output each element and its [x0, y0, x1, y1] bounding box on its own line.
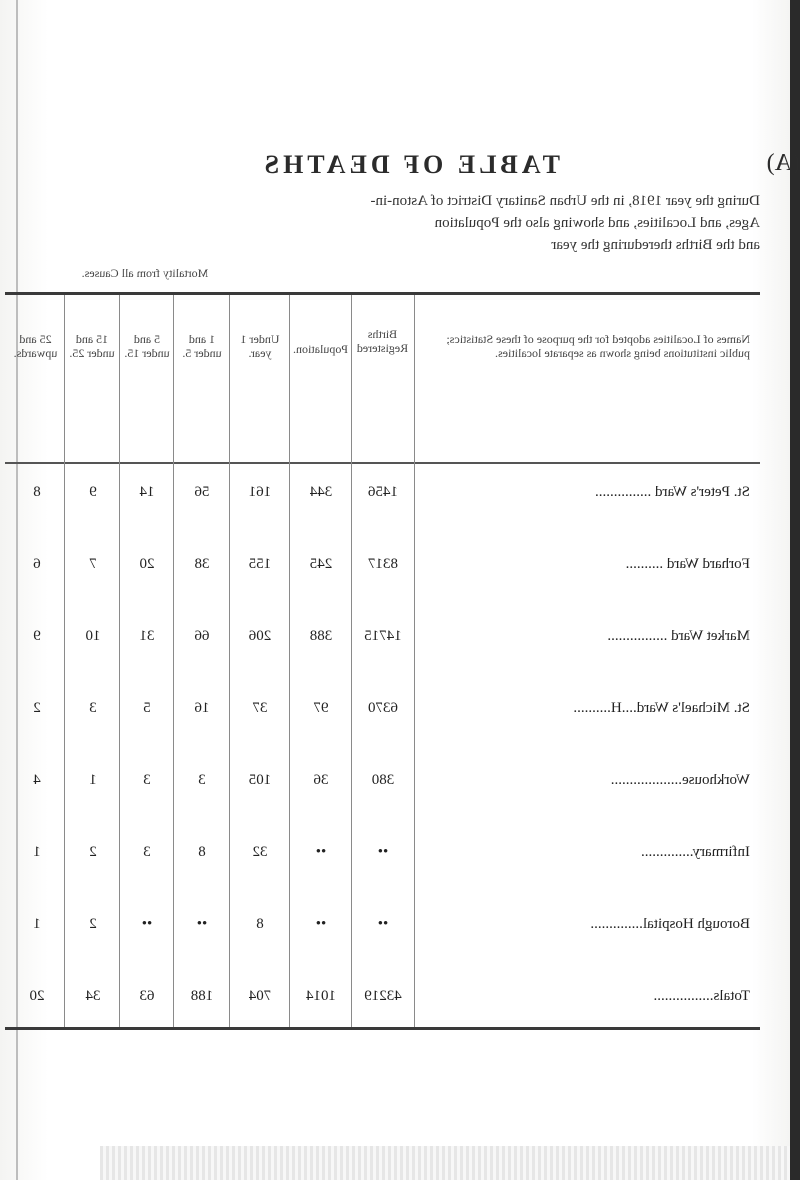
row-births: 43219	[364, 988, 402, 1004]
header-localities: Names of Localities adopted for the purpose of these Statistics; public institutions being shown as separate localities.	[446, 332, 750, 360]
row-cell: 9	[89, 484, 97, 500]
table-row	[5, 844, 760, 916]
row-cell: 14	[139, 484, 155, 500]
header-5-to-15: 5 and under 15.	[124, 332, 170, 360]
row-population: ••	[315, 844, 327, 860]
row-cell: 9	[33, 628, 41, 644]
row-cell: 5	[143, 700, 151, 716]
row-cell: 704	[248, 988, 272, 1004]
row-population: 344	[309, 484, 333, 500]
row-cell: 32	[252, 844, 268, 860]
row-cell: 4	[33, 772, 41, 788]
header-under-1: Under 1 year.	[240, 332, 280, 360]
row-label: Forhard Ward ..........	[625, 556, 750, 572]
row-cell: 105	[248, 772, 272, 788]
table-marker: (A)	[766, 150, 800, 176]
table-row	[5, 484, 760, 556]
row-label: St. Peter's Ward ...............	[595, 484, 750, 500]
row-cell: 2	[33, 700, 41, 716]
row-cell: 2	[89, 844, 97, 860]
row-cell: 8	[198, 844, 206, 860]
row-cell: 56	[194, 484, 210, 500]
row-cell: 3	[198, 772, 206, 788]
table-row	[5, 772, 760, 844]
row-label: Workhouse...................	[610, 772, 750, 788]
row-births: ••	[377, 916, 389, 932]
intro-line: and the Births thereduring the year	[551, 237, 760, 253]
page-title: TABLE OF DEATHS	[260, 150, 560, 179]
row-population: 97	[313, 700, 329, 716]
row-births: 14715	[364, 628, 402, 644]
row-label: Infirmary..............	[641, 844, 750, 860]
row-cell: 8	[256, 916, 264, 932]
row-births: 1456	[368, 484, 398, 500]
intro-line: Ages, and Localities, and showing also the Population	[434, 215, 760, 231]
row-births: 380	[371, 772, 395, 788]
row-label: Market Ward ................	[607, 628, 750, 644]
row-cell: 8	[33, 484, 41, 500]
row-cell: 37	[252, 700, 268, 716]
row-cell: 34	[85, 988, 101, 1004]
row-births: 8317	[368, 556, 398, 572]
header-mortality: Mortality from all Causes.	[81, 266, 209, 280]
header-15-to-25: 15 and under 25.	[69, 332, 115, 360]
header-1-to-5: 1 and under 5.	[182, 332, 222, 360]
row-label: Totals................	[653, 988, 750, 1004]
table-row	[5, 628, 760, 700]
row-cell: 3	[89, 700, 97, 716]
row-cell: 3	[143, 772, 151, 788]
row-cell: 20	[139, 556, 155, 572]
intro-line: During the year 1918, in the Urban Sanitary District of Aston-in-	[370, 193, 760, 209]
deaths-table	[5, 262, 760, 1042]
row-label: St. Michael's Ward....H..........	[573, 700, 750, 716]
row-population: 388	[309, 628, 333, 644]
row-cell: 155	[248, 556, 272, 572]
row-cell: 161	[248, 484, 272, 500]
row-population: 1014	[306, 988, 336, 1004]
header-births: Births Registered	[356, 327, 409, 355]
header-population: Population.	[292, 342, 348, 356]
row-cell: 188	[190, 988, 214, 1004]
row-cell: 66	[194, 628, 210, 644]
row-births: ••	[377, 844, 389, 860]
row-cell: 2	[89, 916, 97, 932]
row-cell: 63	[139, 988, 155, 1004]
row-cell: ••	[196, 916, 208, 932]
row-cell: 1	[89, 772, 97, 788]
row-cell: 1	[33, 916, 41, 932]
row-births: 6370	[368, 700, 398, 716]
row-cell: 16	[194, 700, 210, 716]
intro-text	[20, 190, 760, 256]
row-cell: 7	[89, 556, 97, 572]
row-population: ••	[315, 916, 327, 932]
table-row-totals	[5, 988, 760, 1060]
table-row	[5, 556, 760, 628]
table-row	[5, 700, 760, 772]
row-label: Borough Hospital..............	[590, 916, 750, 932]
row-cell: 206	[248, 628, 272, 644]
row-cell: 6	[33, 556, 41, 572]
row-cell: 1	[33, 844, 41, 860]
table-row	[5, 916, 760, 988]
row-cell: 38	[194, 556, 210, 572]
row-cell: 20	[29, 988, 45, 1004]
row-cell: 3	[143, 844, 151, 860]
header-25-upwards: 25 and upwards.	[13, 332, 58, 360]
row-population: 245	[309, 556, 333, 572]
row-population: 36	[313, 772, 329, 788]
row-cell: 31	[139, 628, 155, 644]
row-cell: ••	[141, 916, 153, 932]
row-cell: 10	[85, 628, 101, 644]
